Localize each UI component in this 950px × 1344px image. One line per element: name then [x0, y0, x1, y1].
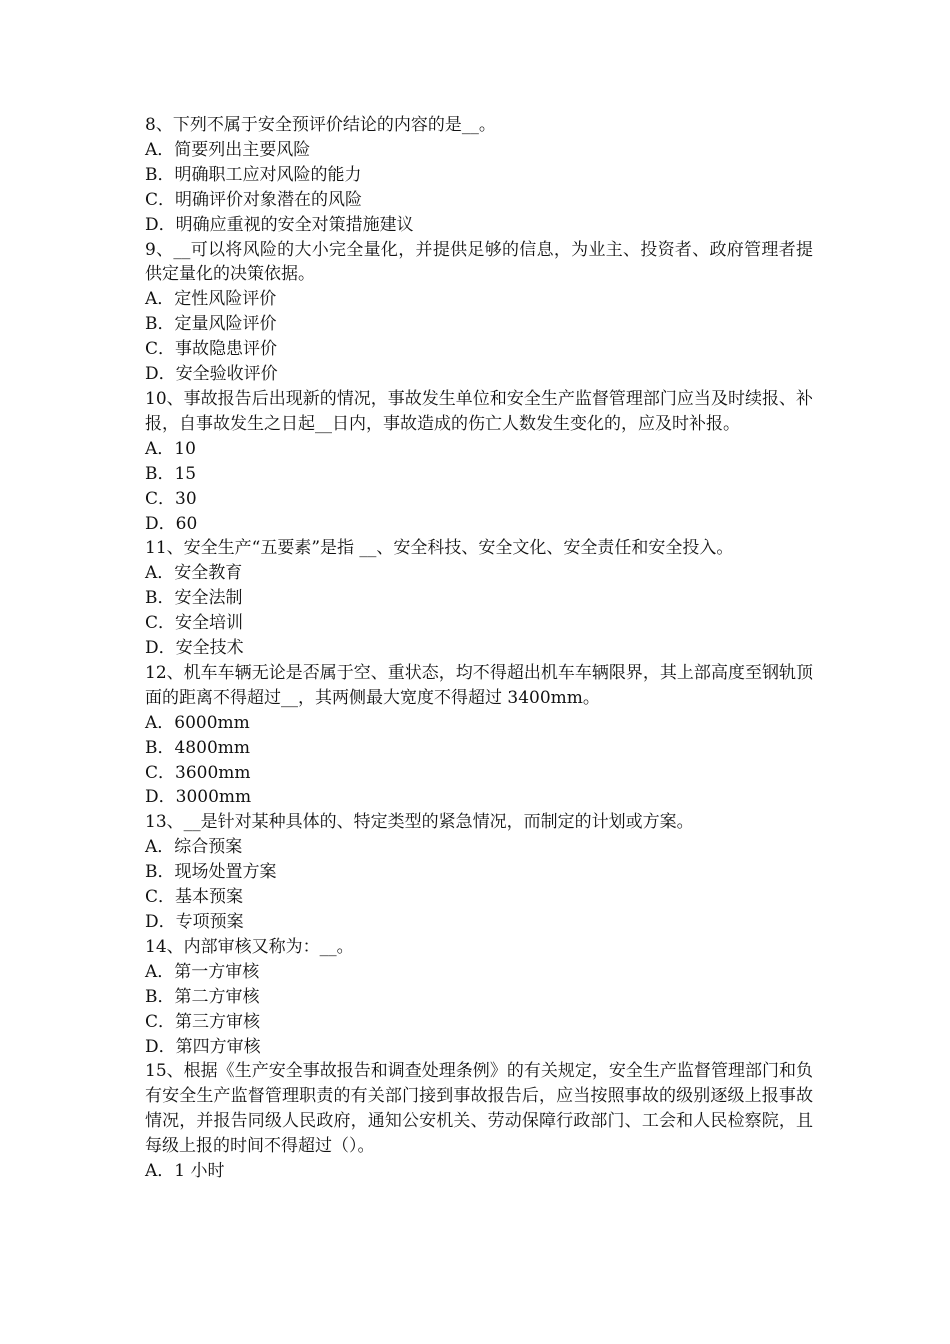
option-d: D．第四方审核 — [145, 1036, 261, 1057]
option-d: D．专项预案 — [145, 912, 244, 932]
option-a: A．1 小时 — [145, 1161, 225, 1182]
option-b: B．15 — [145, 463, 197, 484]
question-10 — [145, 387, 813, 536]
option-a: A．定性风险评价 — [145, 289, 277, 310]
option-a: A．安全教育 — [145, 563, 243, 584]
option-a: A．第一方审核 — [145, 961, 260, 982]
option-a: A．6000mm — [145, 712, 250, 733]
question-14 — [145, 935, 813, 1060]
option-b: B．4800mm — [145, 737, 250, 758]
option-a: A．10 — [145, 438, 196, 459]
option-b: B．明确职工应对风险的能力 — [145, 164, 362, 185]
option-c: C．3600mm — [145, 762, 251, 783]
option-c: C．事故隐患评价 — [145, 339, 278, 360]
option-c: C．第三方审核 — [145, 1011, 261, 1032]
question-stem: 8、下列不属于安全预评价结论的内容的是__。 — [145, 115, 496, 135]
option-d: D．3000mm — [145, 787, 252, 808]
option-d: D．60 — [145, 513, 198, 534]
question-list — [145, 113, 813, 1184]
question-11 — [145, 536, 813, 661]
option-c: C．基本预案 — [145, 887, 244, 908]
question-13 — [145, 810, 813, 935]
option-d: D．明确应重视的安全对策措施建议 — [145, 214, 414, 235]
question-8 — [145, 113, 813, 238]
option-d: D．安全验收评价 — [145, 364, 278, 385]
question-stem: 10、事故报告后出现新的情况，事故发生单位和安全生产监督管理部门应当及时续报、补报，自事故发生之日起__日内，事故造成的伤亡人数发生变化的，应及时补报。 — [145, 388, 813, 434]
option-b: B．安全法制 — [145, 588, 243, 609]
option-a: A．综合预案 — [145, 837, 243, 858]
question-stem: 11、安全生产“五要素”是指 __、安全科技、安全文化、安全责任和安全投入。 — [145, 538, 734, 559]
question-stem: 15、根据《生产安全事故报告和调查处理条例》的有关规定，安全生产监督管理部门和负有安全生产监督管理职责的有关部门接到事故报告后，应当按照事故的级别逐级上报事故情况，并报告同级人民政府，通知公安机关、劳动保障行政部门、工会和人民检察院，且每级上报的时间不得超过（）。 — [145, 1061, 813, 1157]
question-9 — [145, 238, 813, 387]
option-c: C．30 — [145, 488, 197, 509]
question-stem: 12、机车车辆无论是否属于空、重状态，均不得超出机车车辆限界，其上部高度至钢轨顶面的距离不得超过__，其两侧最大宽度不得超过 3400mm。 — [145, 662, 813, 708]
question-15 — [145, 1059, 813, 1184]
option-d: D．安全技术 — [145, 638, 244, 659]
option-b: B．现场处置方案 — [145, 862, 277, 883]
question-stem: 13、__是针对某种具体的、特定类型的紧急情况，而制定的计划或方案。 — [145, 812, 694, 833]
question-12 — [145, 661, 813, 810]
option-c: C．安全培训 — [145, 613, 244, 634]
option-b: B．定量风险评价 — [145, 314, 277, 335]
option-b: B．第二方审核 — [145, 986, 260, 1007]
option-c: C．明确评价对象潜在的风险 — [145, 189, 363, 210]
question-stem: 14、内部审核又称为：__。 — [145, 936, 354, 957]
question-stem: 9、__可以将风险的大小完全量化，并提供足够的信息，为业主、投资者、政府管理者提供定量化的决策依据。 — [145, 239, 813, 285]
option-a: A．简要列出主要风险 — [145, 139, 311, 160]
